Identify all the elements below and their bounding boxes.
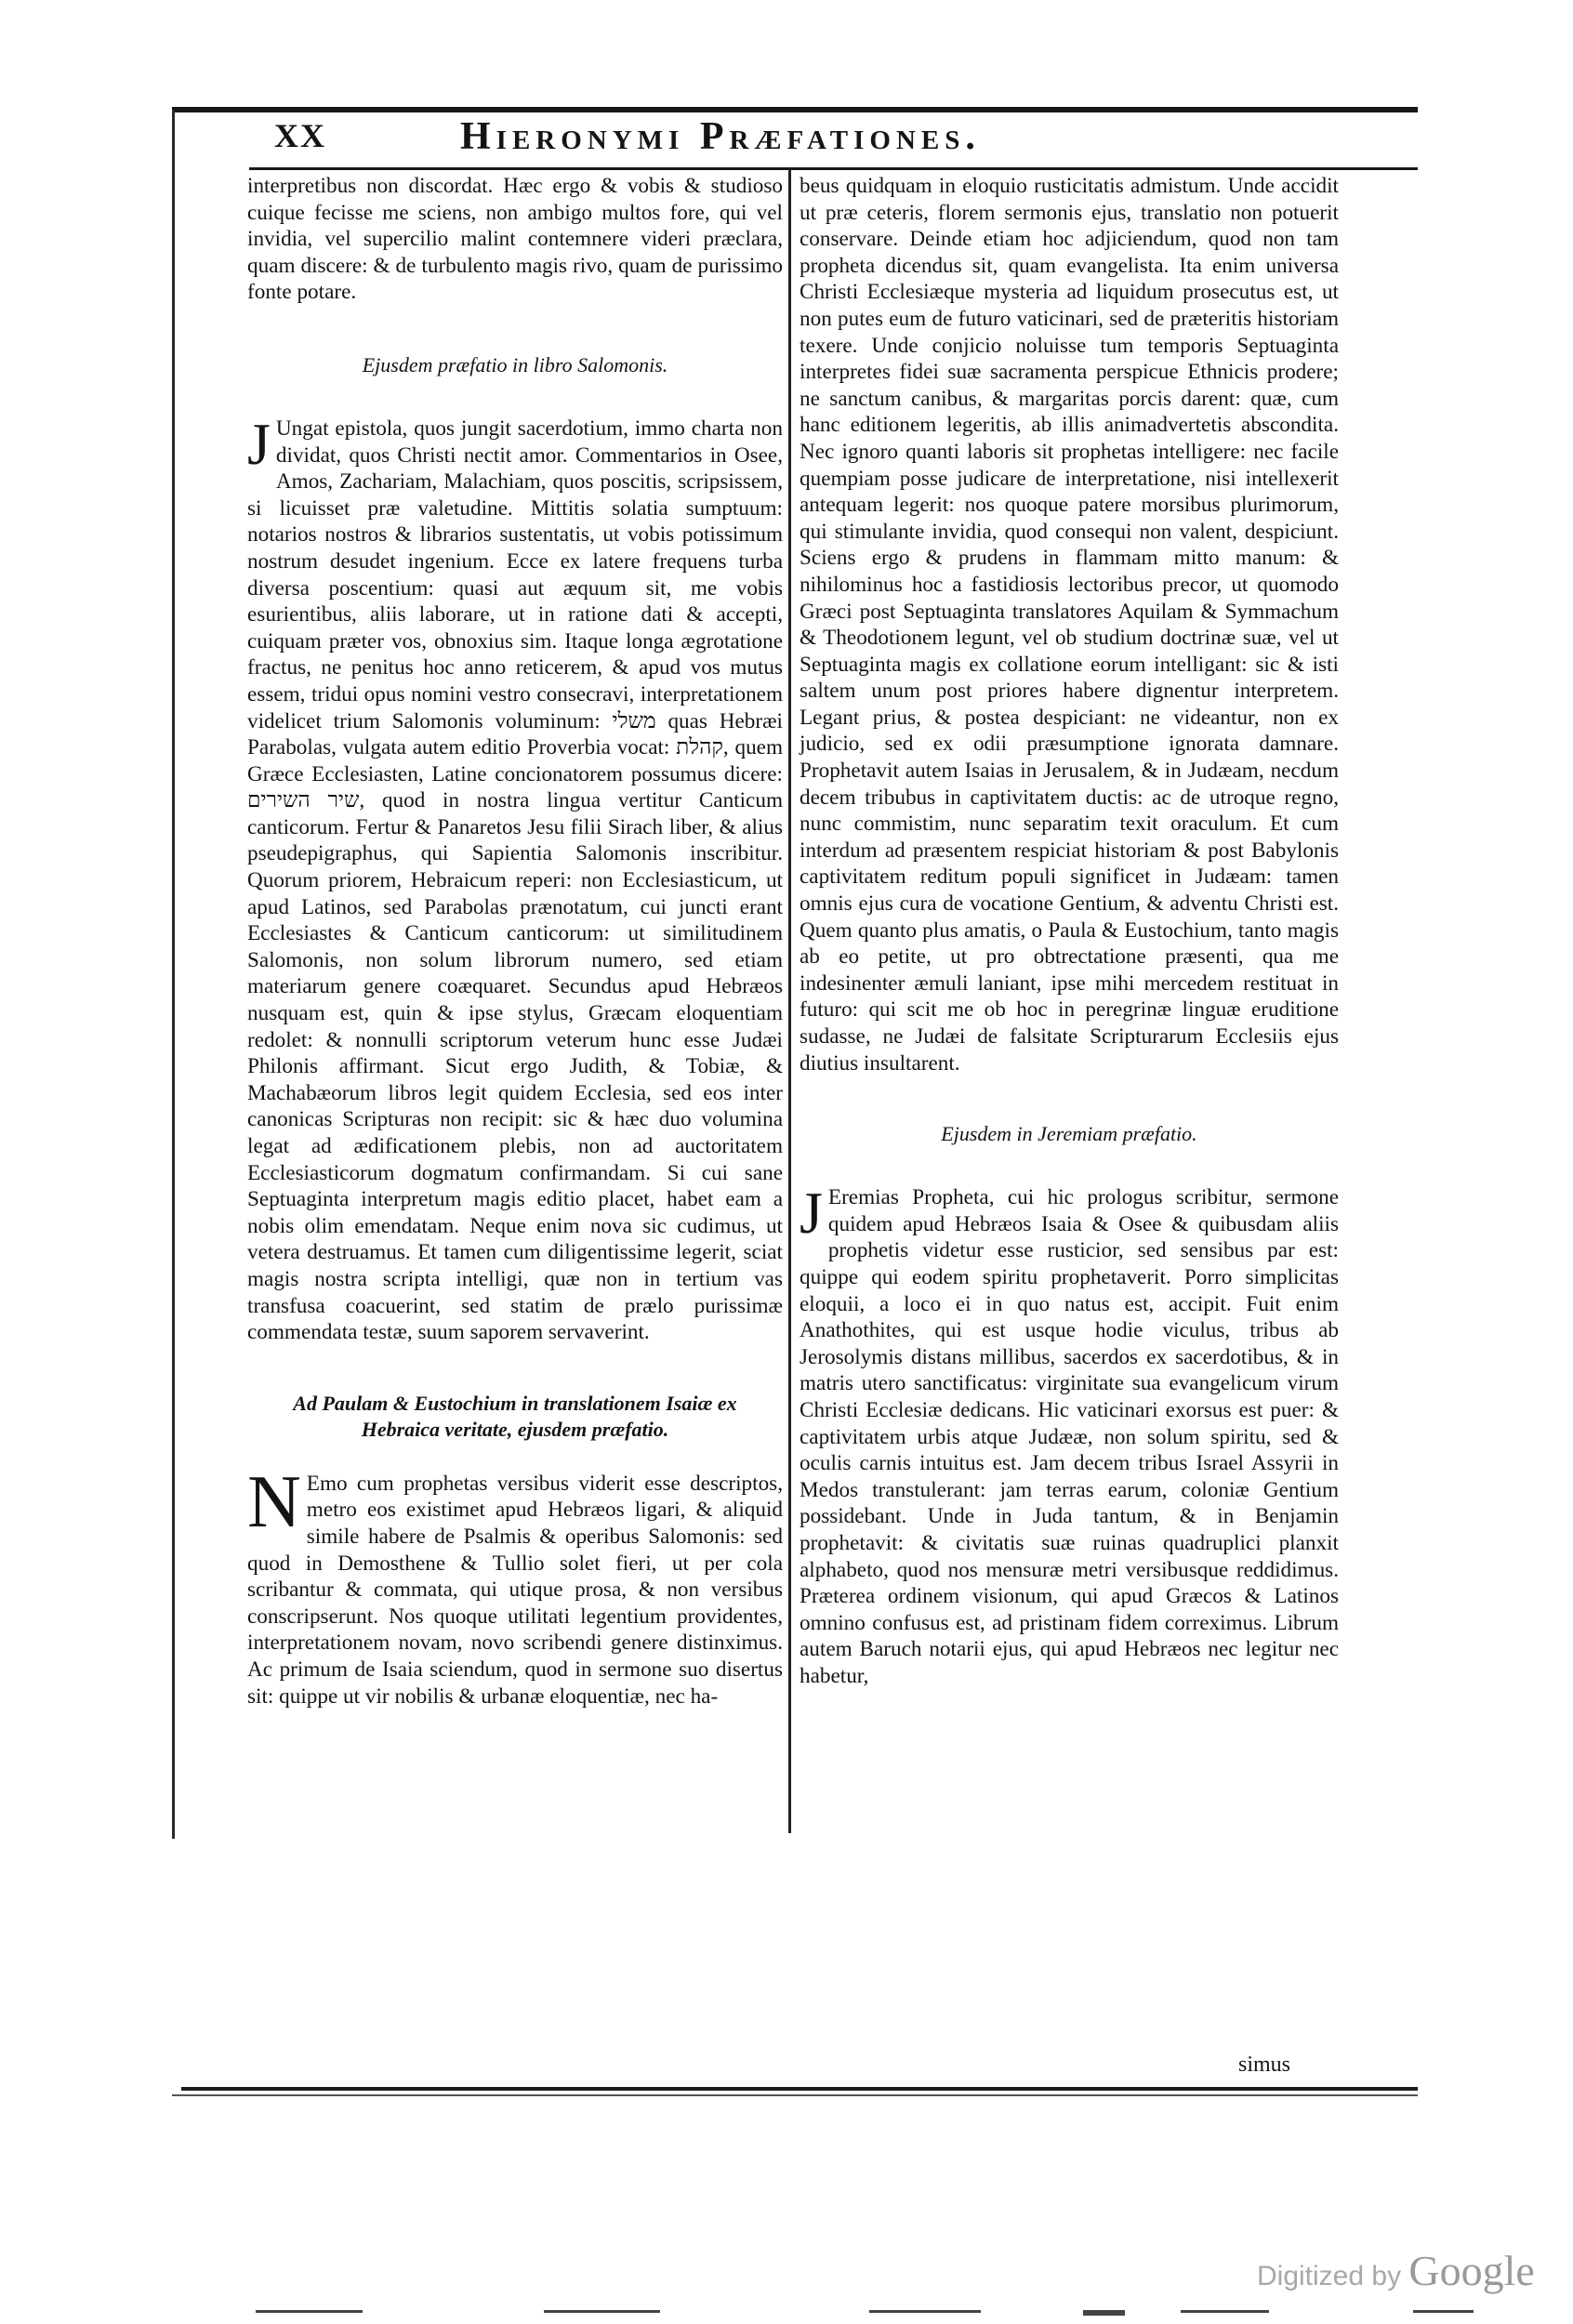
section-body-jeremiam	[800, 1180, 1339, 1689]
header-rule	[249, 167, 1418, 170]
section-body-salomonis	[247, 410, 783, 1346]
section-text-isaia: Emo cum prophetas versibus viderit esse descriptos, metro eos existimet apud Hebræos ligari, & aliquid simile habere de Psalmis & operibus Salomonis: sed quod in Demosthene & Tullio solet fieri, ut per cola scribantur & commata, qui utique prosa, & non versibus conscripserunt. Nos quoque utilitati legentium providentes, interpretationem novam, novo scribendi genere distinximus. Ac primum de Isaia sciendum, quod in sermone suo disertus sit: quippe ut vir nobilis & urbanæ eloquentiæ, nec ha-	[247, 1471, 783, 1709]
scan-mark	[1413, 2310, 1474, 2313]
section-title-isaia: Ad Paulam & Eustochium in translationem Isaiæ ex Hebraica veritate, ejusdem præfatio.	[293, 1391, 737, 1441]
bottom-rule	[181, 2087, 1418, 2091]
catchword: simus	[1238, 2053, 1291, 2077]
scan-mark	[256, 2310, 363, 2313]
drop-initial: J	[800, 1180, 823, 1247]
section-title-salomonis: Ejusdem præfatio in libro Salomonis.	[362, 352, 668, 376]
scan-mark	[1083, 2310, 1125, 2316]
right-carry-over-paragraph: beus quidquam in eloquio rusticitatis admistum. Unde accidit ut præ ceteris, florem sermonis ejus, translatio non potuerit conservare. Deinde etiam hoc adjiciendum, quod non tam propheta dicendus sit, quam evangelista. Ita enim universa Christi Ecclesiæque mysteria ad liquidum prosecutus est, ut non putes eum de futuro vaticinari, sed de præteritis historiam texere. Unde conjicio noluisse tum temporis Septuaginta interpretes fidei suæ sacramenta perspicue Ethnicis prodere; ne sanctum canibus, & margaritas porcis darent: quæ, cum hanc editionem legeritis, ab illis animadvertetis abscondita. Nec ignoro quanti laboris sit prophetas intelligere: nec facile quempiam posse judicare de interpretatione, nisi intellexerit antequam legerit: nos quoque patere morsibus plurimorum, qui stimulante invidia, quod consequi non valent, despiciunt. Sciens ergo & prudens in flammam mitto manum: & nihilominus hoc a fastidiosis lectoribus precor, ut quomodo Græci post Septuaginta translatores Aquilam & Symmachum & Theodotionem legunt, vel ob studium doctrinæ suæ, vel ut Septuaginta magis ex collatione eorum intelligant: sic & isti saltem unum post priores habere dignentur interpretem. Legant prius, & postea despiciant: ne videantur, non ex judicio, sed ex odii præsumptione ignorata damnare. Prophetavit autem Isaias in Jerusalem, & in Judæam, necdum decem tribubus in captivitatem ductis: ac de utroque regno, nunc commistim, nunc separatim texit oraculum. Et cum interdum ad præsentem respiciat historiam & post Babylonis captivitatem reditum populi significet in Judæam: tamen omnis ejus cura de vocatione Gentium, & adventu Christi est. Quem quanto plus amatis, o Paula & Eustochium, tanto magis ab eo petite, ut pro obtrectatione præsenti, qua me indesinenter æmuli laniant, ipse mihi mercedem restituat in futuro: qui scit me ob hoc in peregrinæ linguæ eruditione sudasse, ne Judæi de falsitate Scripturarum Ecclesiis ejus diutius insultarent.	[800, 174, 1339, 1076]
watermark-brand: Google	[1408, 2247, 1535, 2294]
right-column	[800, 173, 1339, 1689]
page-number: XX	[274, 117, 326, 154]
scan-mark	[1181, 2310, 1269, 2313]
bottom-rule-thin	[172, 2094, 1418, 2096]
section-text-salomonis: Ungat epistola, quos jungit sacerdotium, immo charta non dividat, quos Christi nectit amor. Commentarios in Osee, Amos, Zachariam, Malachiam, quos poscitis, scripsissem, si licuisset præ valetudine. Mittitis solatia sumptuum: notarios nostros & librarios sustentatis, ut vobis potissimum nostrum desudet ingenium. Ecce ex latere frequens turba diversa poscentium: quasi aut æquum sit, me vobis esurientibus, aliis laborare, ut in ratione dati & accepti, cuiquam præter vos, obnoxius sim. Itaque longa ægrotatione fractus, ne penitus hoc anno reticerem, & apud vos mutus essem, tridui opus nomini vestro consecravi, interpretationem videlicet trium Salomonis voluminum: משלי quas Hebræi Parabolas, vulgata autem editio Proverbia vocat: קהלת, quem Græce Ecclesiasten, Latine concionatorem possumus dicere: שיר השירים, quod in nostra lingua vertitur Canticum canticorum. Fertur & Panaretos Jesu filii Sirach liber, & alius pseudepigraphus, qui Sapientia Salomonis inscribitur. Quorum priorem, Hebraicum reperi: non Ecclesiasticum, ut apud Latinos, sed Parabolas prænotatum, cui juncti erant Ecclesiastes & Canticum canticorum: ut similitudinem Salomonis, non solum librorum numero, sed etiam materiarum genere coæquaret. Secundus apud Hebræos nusquam est, quin & ipse stylus, Græcam eloquentiam redolet: & nonnulli scriptorum veterum hunc esse Judæi Philonis affirmant. Sicut ergo Judith, & Tobiæ, & Machabæorum libros legit quidem Ecclesia, sed eos inter canonicas Scripturas non recipit: sic & hæc duo volumina legat ad ædificationem plebis, non ad auctoritatem Ecclesiasticorum dogmatum confirmandam. Si cui sane Septuaginta interpretum magis editio placet, habet eam a nobis olim emendatam. Neque enim nova sic cudimus, ut vetera destruamus. Et tamen cum diligentissime legerit, sciat magis nostra scripta intelligi, quæ non in tertium vas transfusa coacuerint, sed statim de prælo purissimæ commendata testæ, suum saporem servaverint.	[247, 416, 783, 1345]
drop-initial: N	[247, 1460, 301, 1543]
watermark-prefix: Digitized by	[1257, 2261, 1402, 2291]
section-text-jeremiam: Eremias Propheta, cui hic prologus scribitur, sermone quidem apud Hebræos Isaia & Osee & quibusdam aliis prophetis videtur esse rusticior, sed sensibus par est: quippe qui eodem spiritu prophetaverit. Porro simplicitas eloquii, a loco ei in quo natus est, accipit. Fuit enim Anathothites, qui est usque hodie viculus, tribus ab Jerosolymis distans millibus, sacerdos ex sacerdotibus, & in matris utero sanctificatus: virginitate sua evangelicum virum Christi Ecclesiæ dedicans. Hic vaticinari exorsus est puer: & captivitatem urbis atque Judææ, non solum spiritu, sed & oculis carnis intuitus est. Jam decem tribus Israel Assyrii in Medos transtulerant: jam terras earum, coloniæ Gentium possidebant. Unde in Juda tantum, & in Benjamin prophetavit: & civitatis suæ ruinas quadruplici planxit alphabeto, quod nos mensuræ metri versibusque reddidimus. Præterea ordinem visionum, qui apud Græcos & Latinos omnino confusus est, ad pristinam fidem correximus. Librum autem Baruch notarii ejus, qui apud Hebræos nec legitur nec habetur,	[800, 1185, 1339, 1688]
scan-mark	[869, 2310, 981, 2313]
section-body-isaia	[247, 1460, 783, 1710]
column-divider	[788, 169, 791, 1833]
page-header	[181, 116, 1408, 168]
digitization-watermark	[1257, 2246, 1535, 2295]
left-column	[247, 173, 783, 1710]
left-carry-over-paragraph: interpretibus non discordat. Hæc ergo & vobis & studioso cuique fecisse me sciens, non ambigo multos fore, qui vel invidia, vel supercilio malint contemnere videri præclara, quam discere: & de turbulento magis rivo, quam de purissimo fonte potare.	[247, 174, 783, 305]
running-title: Hieronymi Præfationes.	[460, 115, 981, 158]
drop-initial: J	[247, 410, 271, 477]
section-title-jeremiam: Ejusdem in Jeremiam præfatio.	[941, 1122, 1197, 1146]
scan-edge-marks	[0, 2310, 1573, 2316]
page-left-edge	[172, 110, 175, 1839]
top-rule	[172, 107, 1418, 112]
scan-mark	[544, 2310, 660, 2313]
